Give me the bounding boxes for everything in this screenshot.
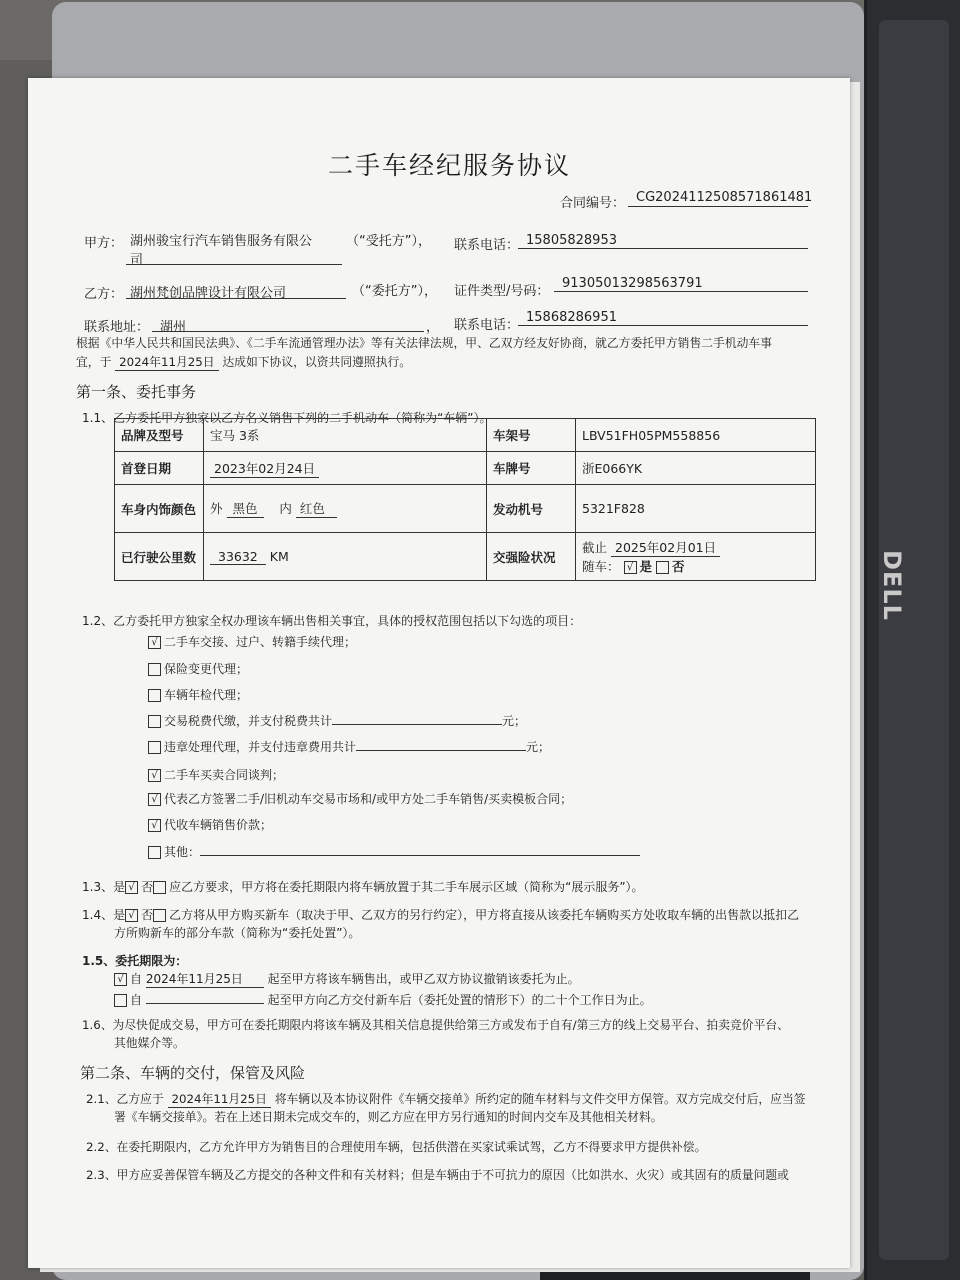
option-suffix: 元； (502, 714, 527, 728)
brand-value: 宝马 3系 (204, 419, 487, 452)
option-label: 代收车辆销售价款； (164, 818, 273, 832)
mileage-value: 33632 (210, 549, 266, 565)
clause-1-6: 1.6、为尽快促成交易，甲方可在委托期限内将该车辆及其相关信息提供给第三方或发布于自有/第三方的线上交易平台、拍卖竞价平台、 (82, 1018, 789, 1032)
party-b-address-label: 联系地址： (84, 320, 150, 335)
option-checkbox[interactable]: √ (148, 819, 161, 832)
authorization-option (148, 660, 248, 677)
term-option-2-checkbox[interactable] (114, 994, 127, 1007)
authorization-option (148, 790, 572, 807)
authorization-option (148, 712, 526, 729)
option-checkbox[interactable] (148, 846, 161, 859)
option-checkbox[interactable] (148, 715, 161, 728)
option-checkbox[interactable] (148, 689, 161, 702)
color-label: 车身内饰颜色 (115, 485, 204, 533)
contract-number-label: 合同编号： (560, 196, 626, 211)
party-b-label: 乙方： (84, 287, 124, 302)
party-b-phone-label: 联系电话： (454, 318, 520, 333)
with-car-yes-checkbox[interactable]: √ (624, 561, 637, 574)
clause-1-4: 1.4、是 √ 否 乙方将从甲方购买新车（取决于甲、乙双方的另行约定），甲方将直接从该委托车辆购买方处收取车辆的出售款以抵扣乙 (82, 908, 800, 922)
option-blank-field[interactable] (332, 712, 502, 725)
authorization-option (148, 633, 356, 650)
clause-1-3: 1.3、是 √ 否 应乙方要求，甲方将在委托期限内将车辆放置于其二手车展示区域（简称为“展示服务”）。 (82, 880, 644, 894)
section-2-title: 第二条、车辆的交付，保管及风险 (80, 1064, 306, 1082)
party-a-name: 湖州骏宝行汽车销售服务有限公 (130, 234, 313, 249)
option-label: 违章处理代理，并支付违章费用共计 (164, 740, 357, 754)
party-b-address-suffix: ， (426, 320, 440, 335)
vehicle-info-table: 品牌及型号 宝马 3系 车架号 LBV51FH05PM558856 首登日期 2023年02月24日 车牌号 浙E066YK 车身内饰颜色 外 黑色 内 红色 发动机号 5321F828 已行驶公里数 33632 KM 交强险状况 截止 2025年02月01日 随车： √ 是 否 (114, 418, 816, 581)
preamble-date: 2024年11月25日 (115, 353, 218, 371)
contract-page (28, 78, 850, 1268)
option-label: 保险变更代理； (164, 662, 249, 676)
option-blank-field[interactable] (356, 738, 526, 751)
engine-value: 5321F828 (576, 485, 816, 533)
clause-1-4-cont: 方所购新车的部分车款（简称为“委托处置”）。 (114, 926, 361, 940)
clause-1-3-yes-checkbox[interactable]: √ (125, 881, 138, 894)
contract-number: CG2024112508571861481 (636, 190, 813, 205)
document-title: 二手车经纪服务协议 (328, 151, 572, 180)
clause-1-5-title: 1.5、委托期限为： (82, 954, 188, 968)
clause-2-3: 2.3、甲方应妥善保管车辆及乙方提交的各种文件和有关材料；但是车辆由于不可抗力的原因（比如洪水、火灾）或其固有的质量问题或 (86, 1168, 789, 1182)
party-b-phone: 15868286951 (526, 310, 617, 325)
authorization-option (148, 686, 248, 703)
option-checkbox[interactable]: √ (148, 636, 161, 649)
party-b-id: 91305013298563791 (562, 276, 703, 291)
engine-label: 发动机号 (487, 485, 576, 533)
clause-2-2: 2.2、在委托期限内，乙方允许甲方为销售目的合理使用车辆，包括供潜在买家试乘试驾，乙方不得要求甲方提供补偿。 (86, 1140, 707, 1154)
handover-date: 2024年11月25日 (168, 1090, 271, 1108)
party-b-name: 湖州梵创品牌设计有限公司 (130, 286, 287, 301)
interior-color: 红色 (296, 499, 337, 518)
clause-2-1: 2.1、乙方应于 2024年11月25日 将车辆以及本协议附件《车辆交接单》所约定的随车材料与文件交甲方保管。双方完成交付后，应当签 (86, 1092, 806, 1106)
party-a-phone: 15805828953 (526, 233, 617, 248)
clause-1-1: 1.1、乙方委托甲方独家以乙方名义销售下列的二手机动车（简称为“车辆”）。 (82, 411, 492, 425)
clause-2-1-cont: 署《车辆交接单》。若在上述日期未完成交车的，则乙方应在甲方另行通知的时间内交车及其他相关材料。 (114, 1110, 663, 1124)
option-suffix: 元； (526, 740, 551, 754)
vin-label: 车架号 (487, 419, 576, 452)
term-option-2: 自 起至甲方向乙方交付新车后（委托处置的情形下）的二十个工作日为止。 (114, 989, 652, 1008)
option-label: 其他： (164, 845, 201, 859)
reg-date-value: 2023年02月24日 (210, 459, 319, 478)
option-checkbox[interactable] (148, 663, 161, 676)
term-option-1: √ 自 2024年11月25日 起至甲方将该车辆售出，或甲乙双方协议撤销该委托为止。 (114, 970, 580, 988)
party-a-label: 甲方： (84, 236, 124, 251)
option-label: 二手车买卖合同谈判； (164, 768, 285, 782)
term-start-date: 2024年11月25日 (146, 970, 264, 988)
preamble-line-2: 宜，于 2024年11月25日 达成如下协议，以资共同遵照执行。 (76, 355, 412, 369)
party-a-role: （“受托方”）， (346, 234, 431, 249)
with-car-no-checkbox[interactable] (656, 561, 669, 574)
party-a-name-cont: 司 (130, 253, 144, 268)
preamble-line-1: 根据《中华人民共和国民法典》、《二手车流通管理办法》等有关法律法规，甲、乙双方经友好协商，就乙方委托甲方销售二手机动车事 (76, 336, 773, 350)
option-blank-field[interactable] (200, 843, 640, 856)
option-label: 交易税费代缴，并支付税费共计 (164, 714, 333, 728)
insurance-until: 2025年02月01日 (611, 538, 720, 557)
option-label: 二手车交接、过户、转籍手续代理； (164, 635, 357, 649)
exterior-color: 黑色 (227, 499, 264, 518)
clause-1-3-no-checkbox[interactable] (153, 881, 166, 894)
mileage-label: 已行驶公里数 (115, 533, 204, 581)
clause-1-2: 1.2、乙方委托甲方独家全权办理该车辆出售相关事宜，具体的授权范围包括以下勾选的项目： (82, 614, 582, 628)
clause-1-4-no-checkbox[interactable] (153, 909, 166, 922)
authorization-option (148, 843, 640, 860)
brand-label: 品牌及型号 (115, 419, 204, 452)
option-label: 代表乙方签署二手/旧机动车交易市场和/或甲方处二手车销售/买卖模板合同； (164, 792, 573, 806)
party-b-role: （“委托方”）， (352, 284, 437, 299)
plate-label: 车牌号 (487, 452, 576, 485)
option-checkbox[interactable]: √ (148, 769, 161, 782)
mileage-unit: KM (269, 548, 289, 564)
vin-value: LBV51FH05PM558856 (576, 419, 816, 452)
dell-logo: DELL (878, 550, 906, 621)
term-option-1-checkbox[interactable]: √ (114, 973, 127, 986)
reg-date-label: 首登日期 (115, 452, 204, 485)
section-1-title: 第一条、委托事务 (76, 383, 197, 401)
authorization-option (148, 816, 272, 833)
option-label: 车辆年检代理； (164, 688, 249, 702)
monitor-edge (864, 0, 960, 1280)
insurance-label: 交强险状况 (487, 533, 576, 581)
party-b-address: 湖州 (160, 320, 187, 335)
party-b-id-label: 证件类型/号码： (454, 284, 550, 299)
plate-value: 浙E066YK (576, 452, 816, 485)
term-option-2-blank (146, 989, 264, 1004)
clause-1-4-yes-checkbox[interactable]: √ (125, 909, 138, 922)
authorization-option (148, 766, 284, 783)
option-checkbox[interactable]: √ (148, 793, 161, 806)
option-checkbox[interactable] (148, 741, 161, 754)
clause-1-6-cont: 其他媒介等。 (114, 1036, 185, 1050)
party-a-phone-label: 联系电话： (454, 238, 520, 253)
authorization-option (148, 738, 550, 755)
